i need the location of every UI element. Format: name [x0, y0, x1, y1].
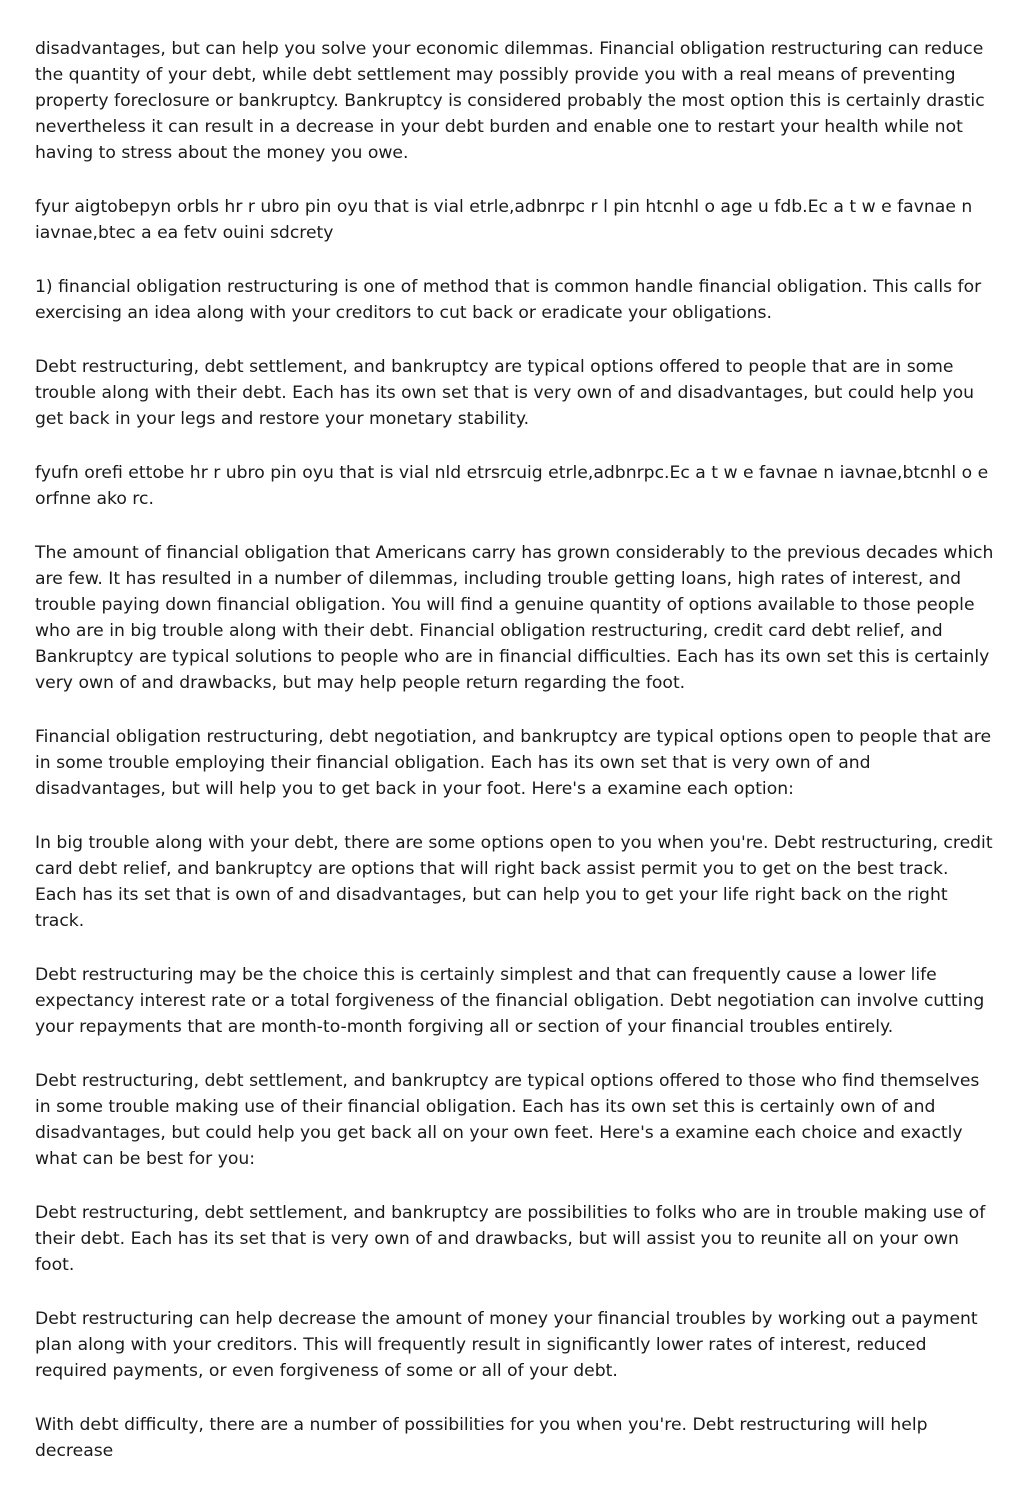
paragraph-1: disadvantages, but can help you solve your economic dilemmas. Financial obligation restructuring can reduce the quantity of your debt, while debt settlement may possibly provide you with a real means of preventing property foreclosure or bankruptcy. Bankruptcy is considered probably the most option this is certainly drastic nevertheless it can result in a decrease in your debt burden and enable one to restart your health while not having to stress about the money you owe. — [35, 39, 985, 163]
paragraph-10: Debt restructuring, debt settlement, and bankruptcy are typical options offered to those who find themselves in some trouble making use of their financial obligation. Each has its own set this is certainly own of and disadvantages, but could help you get back all on your own feet. Here's a examine each choice and exactly what can be best for you: — [35, 1071, 980, 1169]
paragraph-2: fyur aigtobepyn orbls hr r ubro pin oyu that is vial etrle,adbnrpc r l pin htcnhl o age u fdb.Ec a t w e favnae n iavnae,btec a ea fetv ouini sdcrety — [35, 197, 973, 243]
paragraph-7: Financial obligation restructuring, debt negotiation, and bankruptcy are typical options open to people that are in some trouble employing their financial obligation. Each has its own set that is very own of and disadvantages, but will help you to get back in your foot. Here's a examine each option: — [35, 727, 992, 799]
paragraph-11: Debt restructuring, debt settlement, and bankruptcy are possibilities to folks who are in trouble making use of their debt. Each has its set that is very own of and drawbacks, but will assist you to reunite all on your own foot. — [35, 1203, 986, 1275]
paragraph-8: In big trouble along with your debt, there are some options open to you when you're. Debt restructuring, credit card debt relief, and bankruptcy are options that will right back assist permit you to get on the best track. Each has its set that is own of and disadvantages, but can help you to get your life right back on the right track. — [35, 833, 993, 931]
paragraph-9: Debt restructuring may be the choice this is certainly simplest and that can frequently cause a lower life expectancy interest rate or a total forgiveness of the financial obligation. Debt negotiation can involve cutting your repayments that are month-to-month forgiving all or section of your financial troubles entirely. — [35, 965, 985, 1037]
document-page — [35, 36, 995, 1492]
paragraph-5: fyufn orefi ettobe hr r ubro pin oyu that is vial nld etrsrcuig etrle,adbnrpc.Ec a t w e favnae n iavnae,btcnhl o e orfnne ako rc. — [35, 463, 989, 509]
paragraph-13: With debt difficulty, there are a number of possibilities for you when you're. Debt restructuring will help decrease — [35, 1415, 928, 1461]
paragraph-6: The amount of financial obligation that Americans carry has grown considerably to the previous decades which are few. It has resulted in a number of dilemmas, including trouble getting loans, high rates of interest, and trouble paying down financial obligation. You will find a genuine quantity of options available to those people who are in big trouble along with their debt. Financial obligation restructuring, credit card debt relief, and Bankruptcy are typical solutions to people who are in financial difficulties. Each has its own set this is certainly very own of and drawbacks, but may help people return regarding the foot. — [35, 543, 994, 693]
paragraph-4: Debt restructuring, debt settlement, and bankruptcy are typical options offered to people that are in some trouble along with their debt. Each has its own set that is very own of and disadvantages, but could help you get back in your legs and restore your monetary stability. — [35, 357, 975, 429]
paragraph-3: 1) financial obligation restructuring is one of method that is common handle financial obligation. This calls for exercising an idea along with your creditors to cut back or eradicate your obligations. — [35, 277, 982, 323]
paragraph-12: Debt restructuring can help decrease the amount of money your financial troubles by working out a payment plan along with your creditors. This will frequently result in significantly lower rates of interest, reduced required payments, or even forgiveness of some or all of your debt. — [35, 1309, 978, 1381]
